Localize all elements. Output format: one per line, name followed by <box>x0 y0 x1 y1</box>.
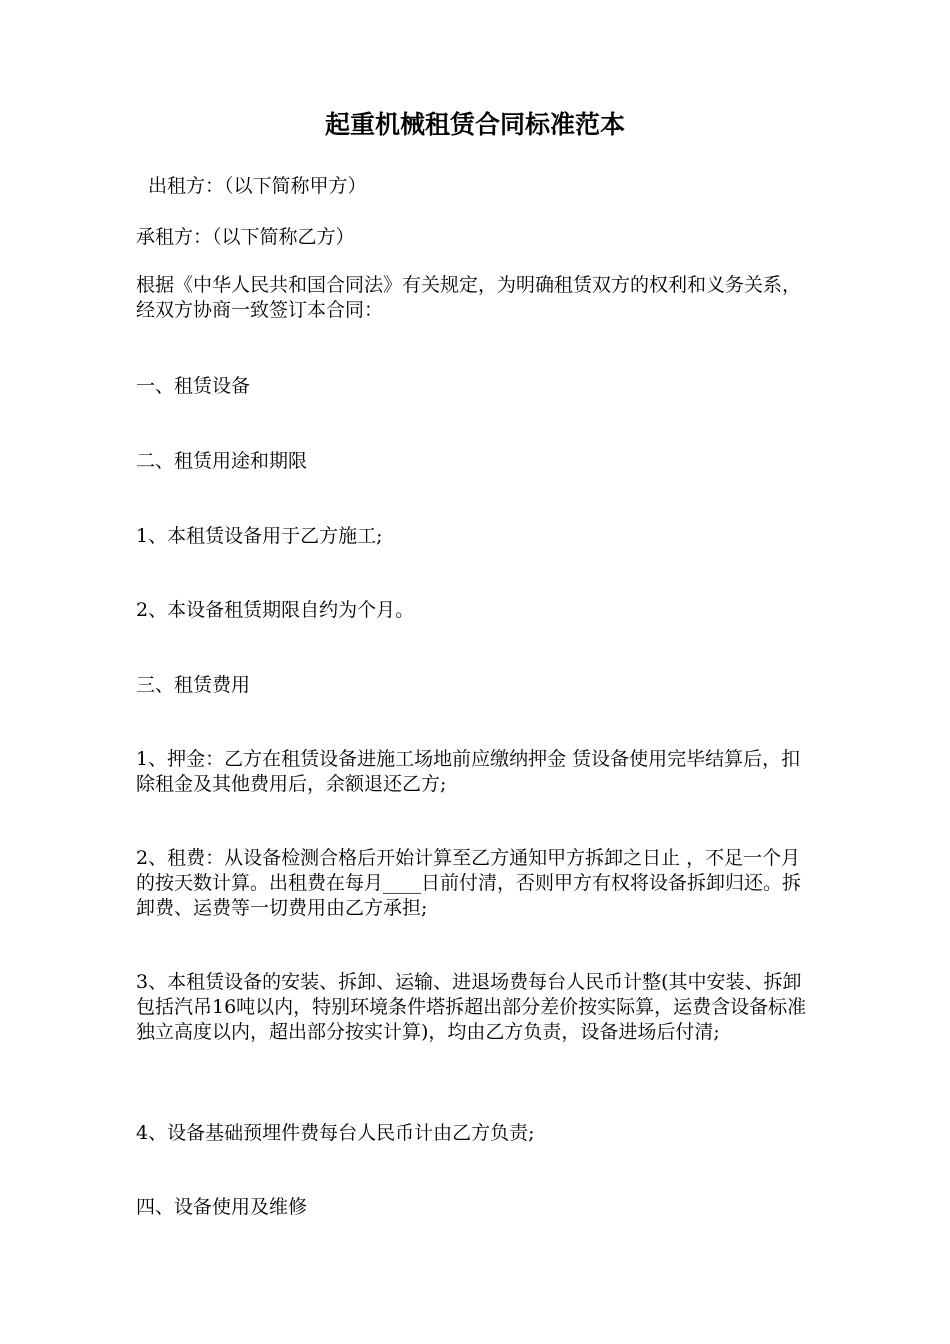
clause-foundation-fees: 4、设备基础预埋件费每台人民币计由乙方负责; <box>136 1122 535 1144</box>
clause-rent: 2、租费：从设备检测合格后开始计算至乙方通知甲方拆卸之日止 ，不足一个月的按天数计算。出租费在每月____日前付清，否则甲方有权将设备拆卸归还。拆卸费、运费等一切费用由乙方承担; <box>136 847 802 919</box>
lessor-line: 出租方：（以下简称甲方） <box>148 175 367 197</box>
lessee-line: 承租方：（以下简称乙方） <box>136 226 355 248</box>
preamble-paragraph: 根据《中华人民共和国合同法》有关规定，为明确租赁双方的权利和义务关系，经双方协商一致签订本合同： <box>136 274 802 321</box>
section-heading-fees: 三、租赁费用 <box>136 674 251 696</box>
section-heading-use-maintenance: 四、设备使用及维修 <box>136 1196 308 1218</box>
section-heading-equipment: 一、租赁设备 <box>136 375 251 397</box>
section-heading-purpose-term: 二、租赁用途和期限 <box>136 450 308 472</box>
clause-deposit: 1、押金：乙方在租赁设备进施工场地前应缴纳押金 赁设备使用完毕结算后，扣除租金及其他费用后，余额退还乙方; <box>136 748 801 795</box>
clause-term: 2、本设备租赁期限自约为个月。 <box>136 599 415 621</box>
clause-installation-fees: 3、本租赁设备的安装、拆卸、运输、进退场费每台人民币计整(其中安装、拆卸包括汽吊16吨以内，特别环境条件塔拆超出部分差价按实际算，运费含设备标准独立高度以内，超出部分按实计算)，均由乙方负责，设备进场后付清; <box>136 971 807 1043</box>
document-title: 起重机械租赁合同标准范本 <box>324 110 625 139</box>
clause-use: 1、本租赁设备用于乙方施工; <box>136 525 383 547</box>
